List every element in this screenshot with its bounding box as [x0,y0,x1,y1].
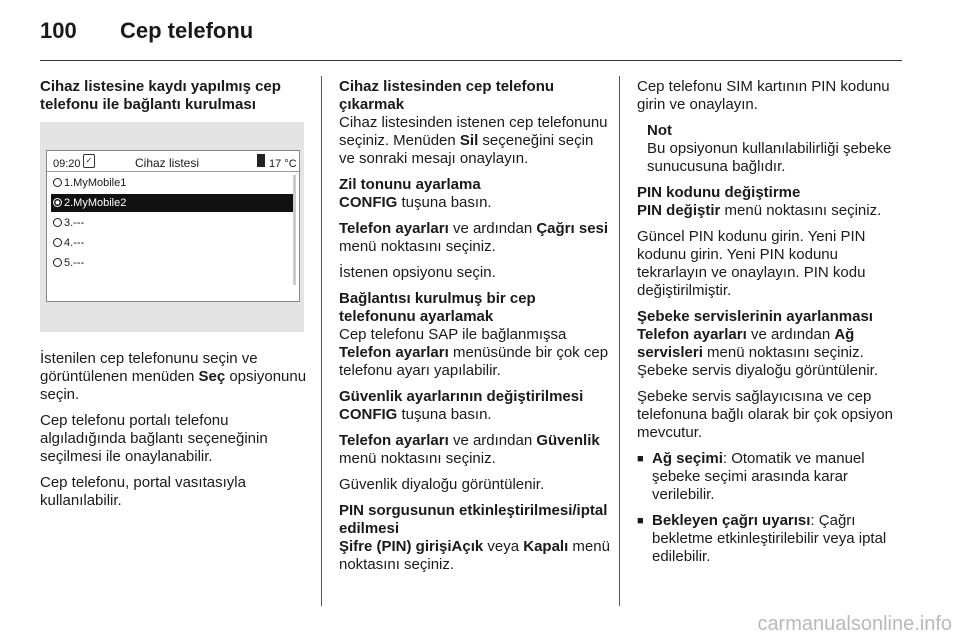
section-title: PIN sorgusunun etkinleştirilmesi/iptal edilmesi [339,502,608,537]
screen-title: Cihaz listesi [135,156,200,170]
thermometer-icon [257,154,265,167]
radio-icon [53,238,62,247]
screen-scrollbar [293,175,296,285]
paragraph: Şebeke servis sağlayıcısına ve cep telefonuna bağlı olarak bir çok opsiyon mevcutur. [637,388,893,441]
display-screen [46,150,300,302]
note-text: Bu opsiyonun kullanılabilirliği şebeke sunucusuna bağlıdır. [647,140,892,175]
section-title: Şebeke servislerinin ayarlanması [637,308,873,325]
header-divider [40,60,902,61]
paragraph: Cep telefonu portalı telefonu algıladığında bağlantı seçeneğinin seçilmesi ile onaylanabilir. [40,412,268,465]
radio-icon [53,218,62,227]
column-1 [40,78,308,518]
page-number: 100 [40,18,77,43]
device-list-item: 1.MyMobile1 [47,174,299,192]
paragraph: Cep telefonu SIM kartının PIN kodunu girin ve onaylayın. [637,78,890,113]
column-divider-1 [321,76,322,606]
section-title: Güvenlik ayarlarının değiştirilmesi [339,388,584,405]
paragraph: Telefon ayarları ve ardından Çağrı sesi menü noktasını seçiniz. [339,220,609,255]
section-title: Zil tonunu ayarlama [339,176,481,193]
radio-selected-icon [53,198,62,207]
paragraph: PIN değiştir menü noktasını seçiniz. [637,202,882,219]
device-list-item: 3.--- [47,214,299,232]
watermark: carmanualsonline.info [757,613,952,635]
paragraph: Cep telefonu, portal vasıtasıyla kullanılabilir. [40,474,246,509]
device-list-item: 4.--- [47,234,299,252]
screen-temperature: 17 °C [269,158,297,170]
page-header [40,14,902,56]
section-title: PIN kodunu değiştirme [637,184,801,201]
paragraph: Cihaz listesinden istenen cep telefonunu seçiniz. Menüden Sil seçeneğini seçin ve sonraki mesajı onaylayın. [339,114,608,167]
phone-icon: ✓ [83,154,95,168]
paragraph: Güncel PIN kodunu girin. Yeni PIN kodunu girin. Yeni PIN kodunu tekrarlayın ve onaylayın. PIN kodu değiştirilmiştir. [637,228,866,299]
list-item: ■ Bekleyen çağrı uyarısı: Çağrı bekletme etkinleştirilebilir veya iptal edilebilir. [637,512,887,565]
device-list-item-selected: 2.MyMobile2 [51,194,295,212]
page-title: Cep telefonu [120,18,254,43]
screen-time: 09:20 [53,158,81,170]
section-title: Cihaz listesinden cep telefonu çıkarmak [339,78,555,113]
option-list [637,450,905,566]
paragraph: CONFIG tuşuna basın. [339,194,492,211]
column-2 [339,78,611,582]
paragraph: CONFIG tuşuna basın. [339,406,492,423]
radio-icon [53,178,62,187]
note-box [647,122,905,176]
note-title: Not [647,122,672,139]
paragraph: İstenilen cep telefonunu seçin ve görüntülenen menüden Seç opsiyonunu seçin. [40,350,307,403]
paragraph: İstenen opsiyonu seçin. [339,264,496,281]
screen-status-bar [47,151,299,172]
paragraph: Cep telefonu SAP ile bağlanmışsa Telefon ayarları menüsünde bir çok cep telefonu ayarı yapılabilir. [339,326,609,379]
list-item: ■ Ağ seçimi: Otomatik ve manuel şebeke seçimi arasında karar verilebilir. [637,450,865,503]
radio-icon [53,258,62,267]
paragraph: Güvenlik diyaloğu görüntülenir. [339,476,545,493]
section-title: Bağlantısı kurulmuş bir cep telefonunu ayarlamak [339,290,536,325]
paragraph: Telefon ayarları ve ardından Güvenlik menü noktasını seçiniz. [339,432,600,467]
section-title: Cihaz listesine kaydı yapılmış cep telefonu ile bağlantı kurulması [40,78,281,113]
bullet-icon: ■ [637,453,644,465]
paragraph: Şifre (PIN) girişiAçık veya Kapalı menü noktasını seçiniz. [339,538,610,573]
bullet-icon: ■ [637,515,644,527]
column-divider-2 [619,76,620,606]
device-list-item: 5.--- [47,254,299,272]
paragraph: Telefon ayarları ve ardından Ağ servisleri menü noktasını seçiniz. Şebeke servis diyaloğu görüntülenir. [637,326,878,379]
device-list-screenshot [40,122,304,332]
column-3 [637,78,905,574]
